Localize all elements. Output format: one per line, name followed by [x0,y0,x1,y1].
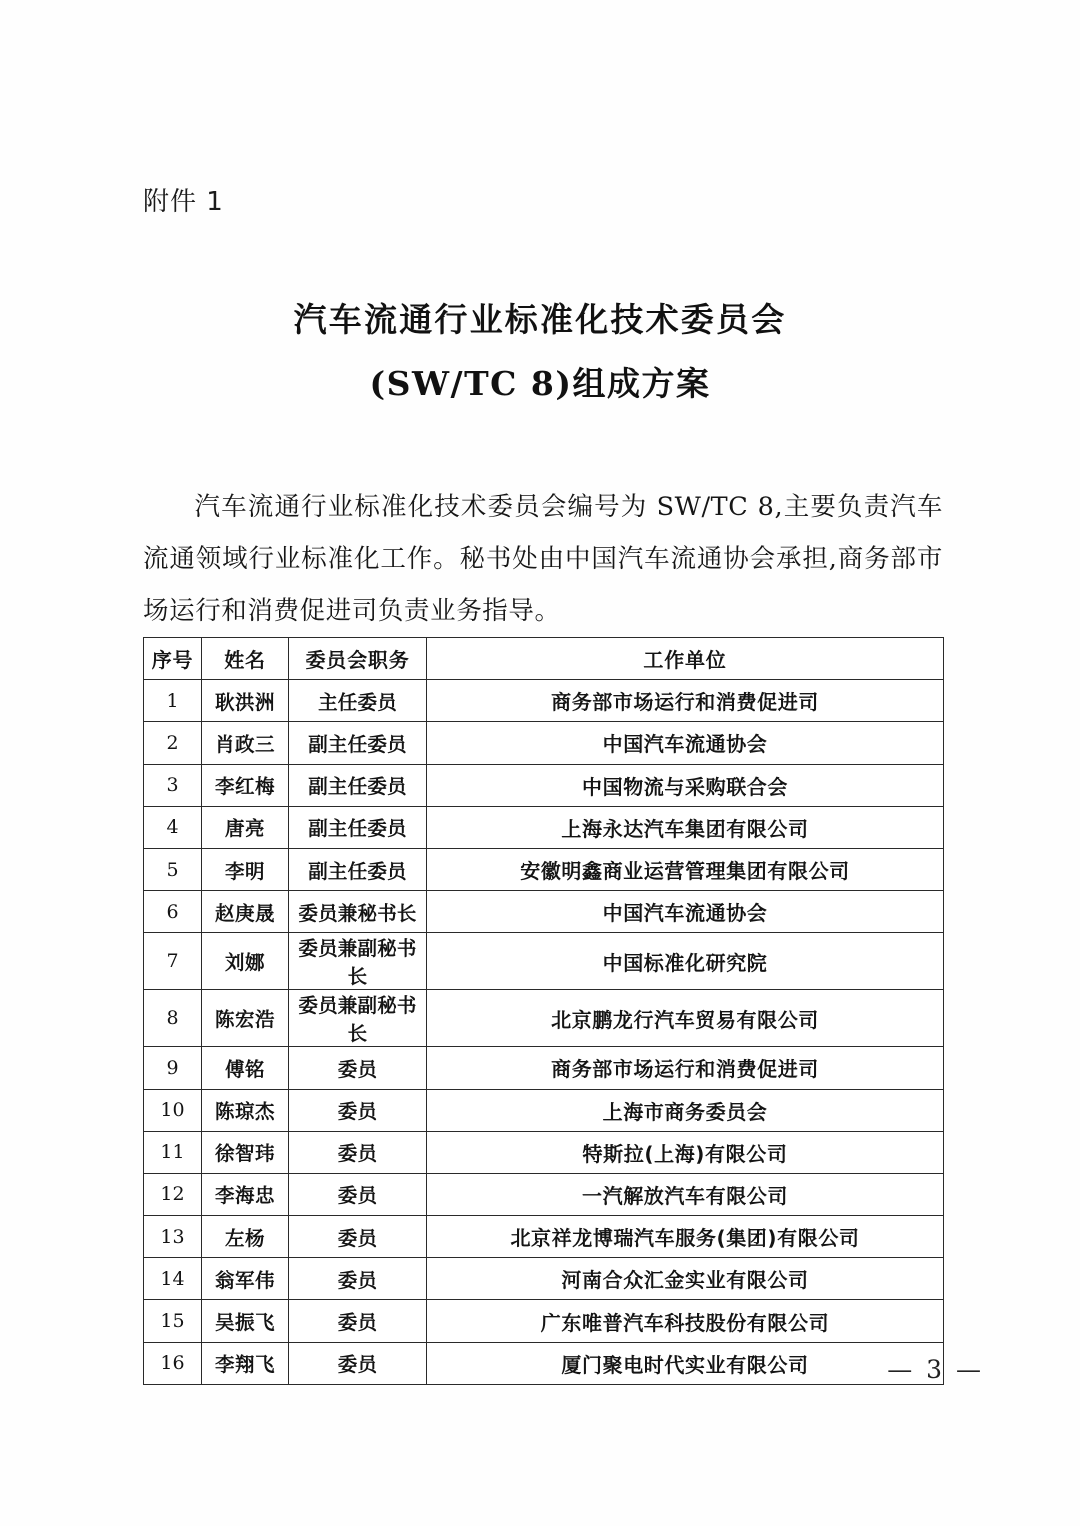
cell-name: 左杨 [202,1216,289,1258]
cell-name: 刘娜 [202,933,289,990]
table-row [144,764,944,806]
cell-role: 委员 [289,1342,427,1384]
committee-members-table [143,637,944,1385]
cell-org: 中国汽车流通协会 [427,891,944,933]
cell-org: 广东唯普汽车科技股份有限公司 [427,1300,944,1342]
cell-seq: 15 [144,1300,202,1342]
table-body [144,680,944,1385]
cell-org: 中国标准化研究院 [427,933,944,990]
cell-name: 吴振飞 [202,1300,289,1342]
table-row [144,1342,944,1384]
cell-org: 北京鹏龙行汽车贸易有限公司 [427,990,944,1047]
cell-role: 委员 [289,1131,427,1173]
table-row [144,722,944,764]
paragraph-text: 汽车流通行业标准化技术委员会编号为 SW/TC 8,主要负责汽车流通领域行业标准化工作。秘书处由中国汽车流通协会承担,商务部市场运行和消费促进司负责业务指导。 [143,491,943,626]
cell-role: 委员 [289,1258,427,1300]
cell-seq: 16 [144,1342,202,1384]
table-row [144,1047,944,1089]
cell-org: 北京祥龙博瑞汽车服务(集团)有限公司 [427,1216,944,1258]
table-row [144,891,944,933]
intro-paragraph [143,481,943,637]
cell-name: 唐亮 [202,806,289,848]
cell-org: 中国汽车流通协会 [427,722,944,764]
table-row [144,1089,944,1131]
cell-org: 上海永达汽车集团有限公司 [427,806,944,848]
cell-org: 安徽明鑫商业运营管理集团有限公司 [427,848,944,890]
table-row [144,1131,944,1173]
cell-org: 上海市商务委员会 [427,1089,944,1131]
table-row [144,1300,944,1342]
cell-seq: 13 [144,1216,202,1258]
table-row [144,806,944,848]
table-row [144,1258,944,1300]
cell-role: 委员兼副秘书长 [289,933,427,990]
table-row [144,680,944,722]
column-header-name: 姓名 [202,638,289,680]
cell-seq: 5 [144,848,202,890]
cell-name: 耿洪洲 [202,680,289,722]
cell-role: 委员 [289,1173,427,1215]
cell-name: 李明 [202,848,289,890]
cell-seq: 11 [144,1131,202,1173]
title-line-primary: 汽车流通行业标准化技术委员会 [293,300,787,339]
cell-name: 李红梅 [202,764,289,806]
cell-role: 委员 [289,1089,427,1131]
cell-role: 委员兼秘书长 [289,891,427,933]
cell-seq: 8 [144,990,202,1047]
cell-role: 主任委员 [289,680,427,722]
cell-name: 陈宏浩 [202,990,289,1047]
cell-org: 一汽解放汽车有限公司 [427,1173,944,1215]
column-header-org: 工作单位 [427,638,944,680]
cell-name: 赵庚晟 [202,891,289,933]
cell-name: 傅铭 [202,1047,289,1089]
cell-org: 特斯拉(上海)有限公司 [427,1131,944,1173]
cell-org: 中国物流与采购联合会 [427,764,944,806]
cell-role: 副主任委员 [289,764,427,806]
cell-seq: 3 [144,764,202,806]
cell-seq: 4 [144,806,202,848]
cell-role: 委员兼副秘书长 [289,990,427,1047]
cell-seq: 2 [144,722,202,764]
table-row [144,1216,944,1258]
cell-org: 厦门聚电时代实业有限公司 [427,1342,944,1384]
cell-name: 陈琼杰 [202,1089,289,1131]
cell-role: 副主任委员 [289,722,427,764]
cell-role: 副主任委员 [289,806,427,848]
cell-name: 翁军伟 [202,1258,289,1300]
attachment-label: 附件 1 [143,187,224,217]
cell-role: 委员 [289,1047,427,1089]
table-row [144,848,944,890]
cell-name: 李海忠 [202,1173,289,1215]
cell-role: 委员 [289,1300,427,1342]
cell-seq: 14 [144,1258,202,1300]
cell-org: 河南合众汇金实业有限公司 [427,1258,944,1300]
page-number: — 3 — [887,1355,984,1384]
cell-name: 肖政三 [202,722,289,764]
cell-seq: 6 [144,891,202,933]
cell-name: 徐智玮 [202,1131,289,1173]
cell-org: 商务部市场运行和消费促进司 [427,680,944,722]
cell-seq: 9 [144,1047,202,1089]
table-row [144,1173,944,1215]
table-row [144,933,944,990]
title-line-secondary: (SW/TC 8)组成方案 [369,364,711,403]
table-header-row [144,638,944,680]
column-header-seq: 序号 [144,638,202,680]
page-title [0,288,1080,416]
cell-role: 委员 [289,1216,427,1258]
table-row [144,990,944,1047]
column-header-role: 委员会职务 [289,638,427,680]
cell-seq: 10 [144,1089,202,1131]
cell-seq: 1 [144,680,202,722]
cell-org: 商务部市场运行和消费促进司 [427,1047,944,1089]
cell-seq: 7 [144,933,202,990]
cell-name: 李翔飞 [202,1342,289,1384]
cell-seq: 12 [144,1173,202,1215]
cell-role: 副主任委员 [289,848,427,890]
